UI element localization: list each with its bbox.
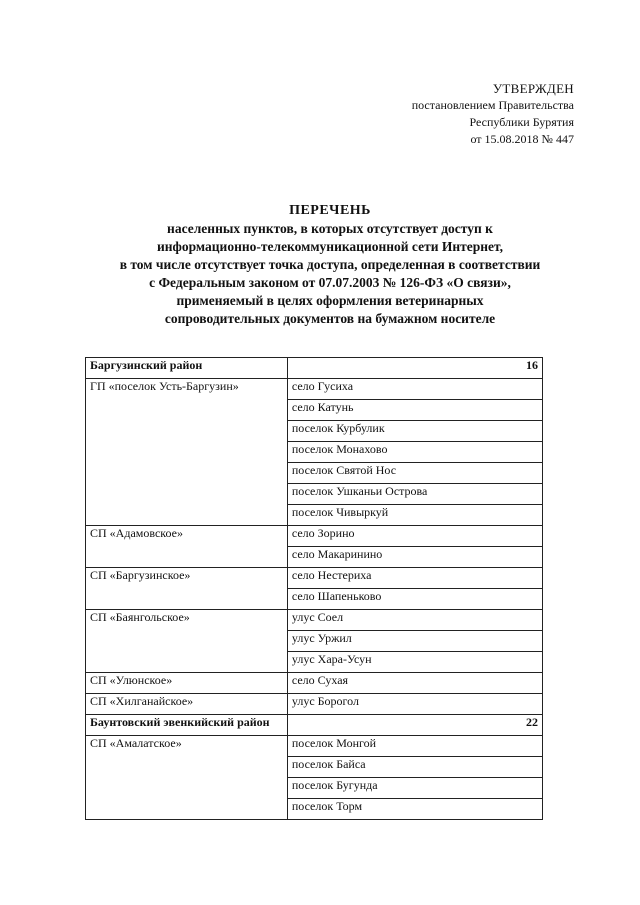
title-line: сопроводительных документов на бумажном носителе — [164, 311, 496, 326]
table-row — [86, 610, 543, 631]
district-row — [86, 358, 543, 379]
title-line: с Федеральным законом от 07.07.2003 № 126-ФЗ «О связи», — [149, 275, 511, 290]
locality-name: поселок Святой Нос — [287, 463, 542, 484]
approval-heading: УТВЕРЖДЕН — [492, 81, 574, 96]
table-row — [86, 568, 543, 589]
locality-name: село Зорино — [287, 526, 542, 547]
title-line: информационно-телекоммуникационной сети Интернет, — [156, 239, 504, 254]
settlement-name: СП «Улюнское» — [86, 673, 288, 694]
locality-name: улус Борогол — [287, 694, 542, 715]
table-row — [86, 736, 543, 757]
district-count: 22 — [287, 715, 542, 736]
table-row — [86, 526, 543, 547]
locality-name: село Нестериха — [287, 568, 542, 589]
approval-date-line: от 15.08.2018 № 447 — [470, 132, 574, 146]
locality-name: поселок Чивыркуй — [287, 505, 542, 526]
table-row — [86, 694, 543, 715]
title-line: в том числе отсутствует точка доступа, определенная в соответствии — [119, 257, 541, 272]
locality-name: поселок Монгой — [287, 736, 542, 757]
table-row — [86, 379, 543, 400]
table-row — [86, 673, 543, 694]
settlement-name: СП «Баянгольское» — [86, 610, 288, 673]
district-name: Баунтовский эвенкийский район — [86, 715, 288, 736]
locality-name: село Катунь — [287, 400, 542, 421]
district-count: 16 — [287, 358, 542, 379]
settlement-name: СП «Амалатское» — [86, 736, 288, 820]
locality-name: село Сухая — [287, 673, 542, 694]
locality-name: село Макаринино — [287, 547, 542, 568]
locality-name: улус Хара-Усун — [287, 652, 542, 673]
locality-name: поселок Торм — [287, 799, 542, 820]
title-line: населенных пунктов, в которых отсутствует доступ к — [167, 221, 493, 236]
locality-name: улус Уржил — [287, 631, 542, 652]
settlement-name: ГП «поселок Усть-Баргузин» — [86, 379, 288, 526]
settlements-table — [85, 357, 543, 820]
district-row — [86, 715, 543, 736]
title-line: применяемый в целях оформления ветеринарных — [176, 293, 484, 308]
table-body — [86, 358, 543, 820]
document-title — [70, 202, 590, 328]
district-name: Баргузинский район — [86, 358, 288, 379]
locality-name: улус Соел — [287, 610, 542, 631]
locality-name: поселок Байса — [287, 757, 542, 778]
locality-name: поселок Бугунда — [287, 778, 542, 799]
locality-name: поселок Монахово — [287, 442, 542, 463]
locality-name: поселок Курбулик — [287, 421, 542, 442]
approval-line: постановлением Правительства — [411, 98, 574, 112]
settlement-name: СП «Баргузинское» — [86, 568, 288, 610]
settlement-name: СП «Адамовское» — [86, 526, 288, 568]
approval-line: Республики Бурятия — [469, 115, 574, 129]
locality-name: село Гусиха — [287, 379, 542, 400]
title-heading: ПЕРЕЧЕНЬ — [289, 203, 371, 218]
approval-block — [412, 80, 574, 148]
settlement-name: СП «Хилганайское» — [86, 694, 288, 715]
locality-name: поселок Ушканьи Острова — [287, 484, 542, 505]
locality-name: село Шапеньково — [287, 589, 542, 610]
